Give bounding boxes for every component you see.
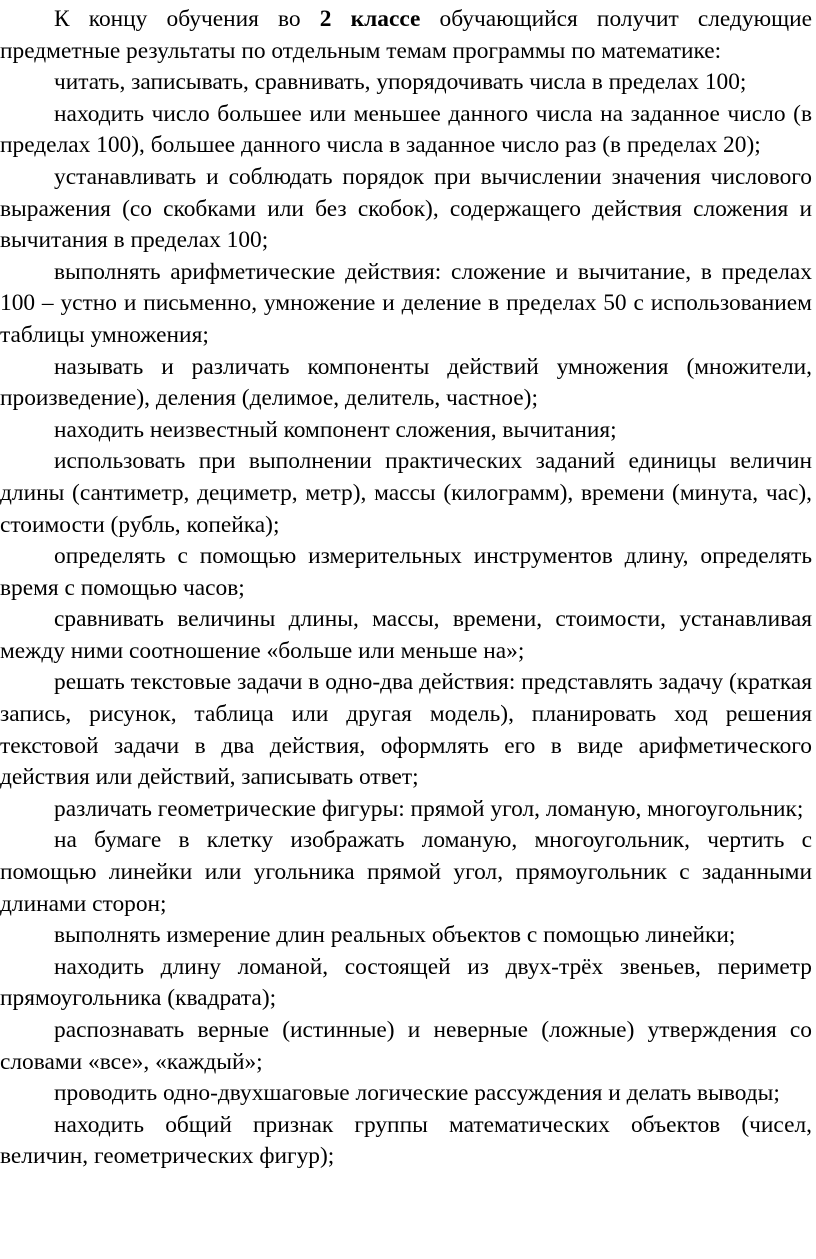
result-item: выполнять измерение длин реальных объектов с помощью линейки; [54,922,736,949]
result-item: определять с помощью измерительных инструментов длину, определять время с помощью часов; [0,543,812,601]
result-item: находить общий признак группы математических объектов (чисел, величин, геометрических фигур); [0,1111,812,1170]
result-item: на бумаге в клетку изображать ломаную, многоугольник, чертить с помощью линейки или угольника прямой угол, прямоугольник с заданными длинами сторон; [0,827,812,917]
result-item: читать, записывать, сравнивать, упорядочивать числа в пределах 100; [54,69,747,96]
grade-emphasis: 2 классе [319,6,421,32]
result-item: находить длину ломаной, состоящей из двух-трёх звеньев, периметр прямоугольника (квадрата); [0,953,812,1012]
result-item: различать геометрические фигуры: прямой угол, ломаную, многоугольник; [54,795,804,822]
result-item: устанавливать и соблюдать порядок при вычислении значения числового выражения (со скобками или без скобок), содержащего действия сложения и вычитания в пределах 100; [0,163,812,254]
result-item: использовать при выполнении практических заданий единицы величин длины (сантиметр, дециметр, метр), массы (килограмм), времени (минута, час), стоимости (рубль, копейка); [0,448,812,538]
intro-text-end: обучающийся получит следующие предметные результаты по отдельным темам программы по математике: [0,6,812,64]
result-item: выполнять арифметические действия: сложение и вычитание, в пределах 100 – устно и письменно, умножение и деление в пределах 50 с использованием таблицы умножения; [0,258,812,348]
result-item: решать текстовые задачи в одно-два действия: представлять задачу (краткая запись, рисунок, таблица или другая модель), планировать ход решения текстовой задачи в два действия, оформлять его в виде арифметического действия или действий, записывать ответ; [0,669,812,791]
intro-text-start: К концу обучения во [54,6,320,32]
result-item: проводить одно-двухшаговые логические рассуждения и делать выводы; [54,1080,780,1107]
intro-paragraph [0,4,812,67]
result-item: сравнивать величины длины, массы, времени, стоимости, устанавливая между ними соотношение «больше или меньше на»; [0,606,812,664]
result-item: называть и различать компоненты действий умножения (множители, произведение), деления (делимое, делитель, частное); [0,353,812,412]
result-item: находить число большее или меньшее данного числа на заданное число (в пределах 100), большее данного числа в заданное число раз (в пределах 20); [0,100,812,159]
result-item: находить неизвестный компонент сложения, вычитания; [54,416,617,443]
document-page [0,4,812,1173]
result-item: распознавать верные (истинные) и неверные (ложные) утверждения со словами «все», «каждый»; [0,1017,812,1075]
